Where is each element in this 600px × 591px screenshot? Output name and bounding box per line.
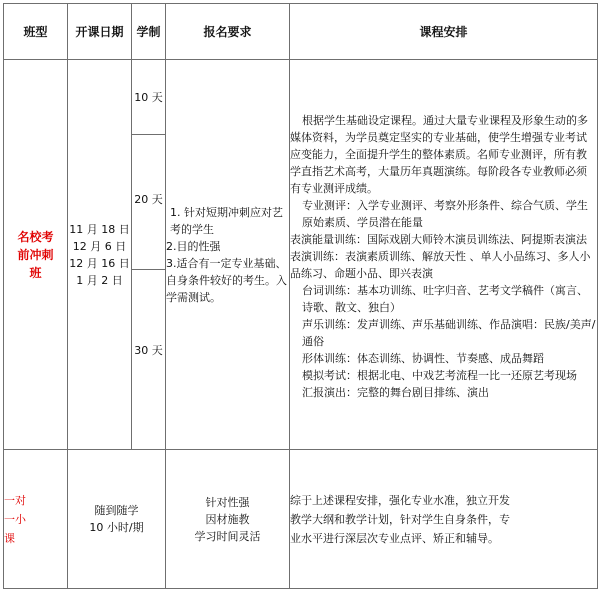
header-class-type: 班型 <box>4 4 68 60</box>
class-name-text: 名校考前冲刺班 <box>17 229 54 280</box>
requirements-intensive <box>166 60 290 450</box>
class-name-intensive <box>4 60 68 450</box>
one-on-one-timing <box>68 450 166 589</box>
start-dates <box>68 60 132 450</box>
header-schedule: 课程安排 <box>290 4 598 60</box>
class-name-one-on-one <box>4 450 68 589</box>
header-requirements: 报名要求 <box>166 4 290 60</box>
start-date-item: 12 月 6 日 <box>72 239 127 253</box>
duration-10: 10 天 <box>132 60 166 135</box>
header-row <box>4 4 598 60</box>
header-start-date: 开课日期 <box>68 4 132 60</box>
one-on-one-start: 随到随学 <box>94 504 139 517</box>
table-row <box>4 60 598 135</box>
schedule-item: 模拟考试：根据北电、中戏艺考流程一比一还原艺考现场 <box>302 369 577 382</box>
schedule-item: 表演训练：表演素质训练、解放天性 、单人小品练习、多人小品练习、命题小品、即兴表演 <box>290 250 591 280</box>
schedule-item: 声乐训练：发声训练、声乐基础训练、作品演唱：民族/美声/通俗 <box>302 318 596 348</box>
requirement-item: 2.目的性强 <box>166 239 221 253</box>
schedule-text: 综于上述课程安排，强化专业水准，独立开发教学大纲和教学计划，针对学生自身条件，专业水平进行深层次专业点评、矫正和辅导。 <box>290 493 510 545</box>
start-date-item: 11 月 18 日 <box>69 222 130 236</box>
schedule-intensive <box>290 60 598 450</box>
requirement-item: 学习时间灵活 <box>194 529 261 543</box>
requirement-item: 针对性强 <box>205 495 250 509</box>
course-table <box>3 3 598 589</box>
schedule-item: 专业测评：入学专业测评、考察外形条件、综合气质、学生原始素质、学员潜在能量 <box>302 199 588 229</box>
duration-30: 30 天 <box>132 270 166 450</box>
schedule-item: 形体训练：体态训练、协调性、节奏感、成品舞蹈 <box>302 352 544 365</box>
duration-20: 20 天 <box>132 135 166 270</box>
schedule-item: 表演能量训练：国际戏剧大师铃木演员训练法、阿提斯表演法 <box>290 233 587 246</box>
schedule-one-on-one <box>290 450 598 589</box>
header-duration: 学制 <box>132 4 166 60</box>
requirements-one-on-one <box>166 450 290 589</box>
schedule-intro: 根据学生基础设定课程。通过大量专业课程及形象生动的多媒体资料，为学员奠定坚实的专业基础，使学生增强专业考试应变能力，全面提升学生的整体素质。名师专业测评，所有教学直指艺术高考，大量历年真题演练。每阶段各专业教师必须有专业测评成绩。 <box>290 114 588 195</box>
requirement-item: 3.适合有一定专业基础、自身条件较好的考生。入学需测试。 <box>166 256 287 304</box>
requirement-item: 1. 针对短期冲刺应对艺考的学生 <box>170 205 283 236</box>
table-row <box>4 450 598 589</box>
one-on-one-duration: 10 小时/期 <box>89 521 144 534</box>
class-name-text: 一对一小课 <box>4 493 26 545</box>
schedule-item: 台词训练：基本功训练、吐字归音、艺考文学稿件（寓言、诗歌、散文、独白） <box>302 284 588 314</box>
start-date-item: 1 月 2 日 <box>76 273 123 287</box>
start-date-item: 12 月 16 日 <box>69 256 130 270</box>
requirement-item: 因材施教 <box>205 512 250 526</box>
schedule-item: 汇报演出：完整的舞台剧目排练、演出 <box>302 386 489 399</box>
